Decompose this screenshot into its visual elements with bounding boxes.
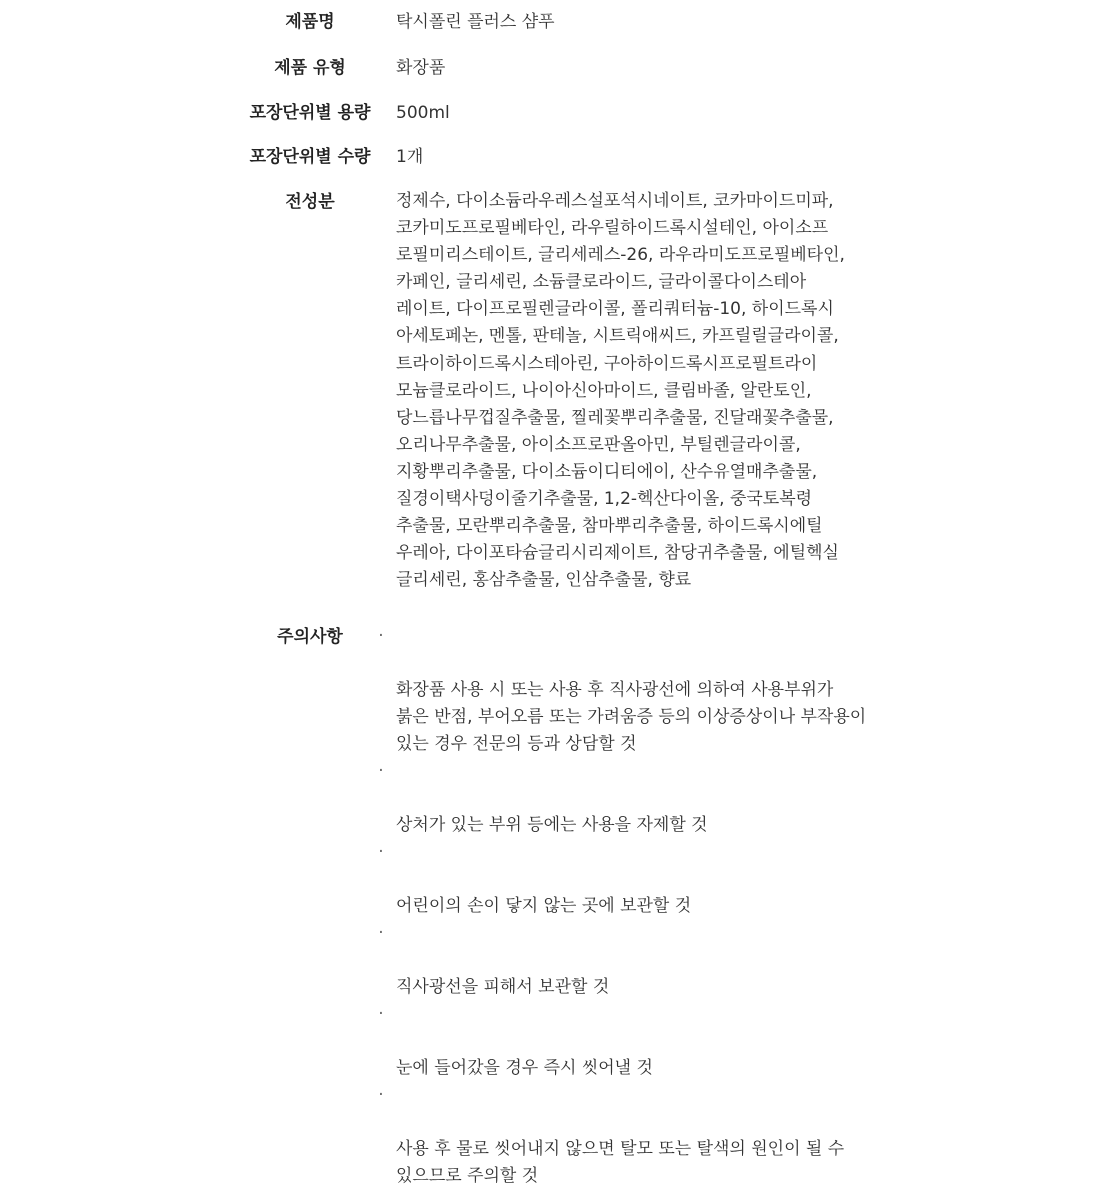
caution-text: 사용 후 물로 씻어내지 않으면 탈모 또는 탈색의 원인이 될 수 있으므로 주의할 것 bbox=[396, 1139, 845, 1186]
caution-text: 어린이의 손이 닿지 않는 곳에 보관할 것 bbox=[396, 896, 692, 916]
bullet-icon: · bbox=[378, 842, 384, 862]
cautions-label: 주의사항 bbox=[277, 627, 343, 647]
caution-text: 화장품 사용 시 또는 사용 후 직사광선에 의하여 사용부위가 붉은 반점, 부어오름 또는 가려움증 등의 이상증상이나 부작용이 있는 경우 전문의 등과 상담할 것 bbox=[396, 680, 867, 754]
bullet-icon: · bbox=[378, 1085, 384, 1105]
bullet-icon: · bbox=[378, 923, 384, 943]
bullet-icon: · bbox=[378, 1004, 384, 1024]
caution-item bbox=[378, 839, 896, 920]
ingredients-value: 정제수, 다이소듐라우레스설포석시네이트, 코카마이드미파, 코카미도프로필베타인, 라우릴하이드록시설테인, 아이소프 로필미리스테이트, 글리세레스-26, 라우라미도프로필베타인, 카페인, 글리세린, 소듐클로라이드, 글라이콜다이스테아 레이트, 다이프로필렌글라이콜, 폴리쿼터늄-10, 하이드록시 아세토페논, 멘톨, 판테놀, 시트릭애씨드, 카프릴릴글라이콜, 트라이하이드록시스테아린, 구아하이드록시프로필트라이 모늄클로라이드, 나이아신아마이드, 클림바졸, 알란토인, 당느릅나무껍질추출물, 찔레꽃뿌리추출물, 진달래꽃추출물, 오리나무추출물, 아이소프로판올아민, 부틸렌글라이콜, 지황뿌리추출물, 다이소듐이디티에이, 산수유열매추출물, 질경이택사덩이줄기추출물, 1,2-헥산다이올, 중국토복령 추출물, 모란뿌리추출물, 참마뿌리추출물, 하이드록시에틸 우레아, 다이포타슘글리시리제이트, 참당귀추출물, 에틸헥실 글리세린, 홍삼추출물, 인삼추출물, 향료 bbox=[396, 191, 845, 591]
caution-text: 눈에 들어갔을 경우 즉시 씻어낼 것 bbox=[396, 1058, 653, 1078]
caution-item bbox=[378, 758, 896, 839]
caution-list bbox=[378, 623, 896, 1190]
ingredients-label: 전성분 bbox=[285, 192, 335, 212]
cautions-value bbox=[378, 623, 896, 1190]
bullet-icon: · bbox=[378, 626, 384, 646]
package-quantity-label: 포장단위별 수량 bbox=[249, 147, 371, 167]
product-name-value: 탁시폴린 플러스 샴푸 bbox=[396, 12, 555, 32]
product-name-label: 제품명 bbox=[285, 12, 335, 32]
caution-text: 직사광선을 피해서 보관할 것 bbox=[396, 977, 610, 997]
product-type-value: 화장품 bbox=[396, 58, 446, 78]
package-volume-value: 500ml bbox=[396, 103, 450, 123]
caution-item bbox=[378, 1001, 896, 1082]
package-volume-label: 포장단위별 용량 bbox=[249, 103, 371, 123]
caution-text: 상처가 있는 부위 등에는 사용을 자제할 것 bbox=[396, 815, 708, 835]
product-type-label: 제품 유형 bbox=[274, 58, 346, 78]
caution-item bbox=[378, 623, 896, 758]
package-quantity-value: 1개 bbox=[396, 147, 424, 167]
caution-item bbox=[378, 920, 896, 1001]
bullet-icon: · bbox=[378, 761, 384, 781]
caution-item bbox=[378, 1082, 896, 1190]
